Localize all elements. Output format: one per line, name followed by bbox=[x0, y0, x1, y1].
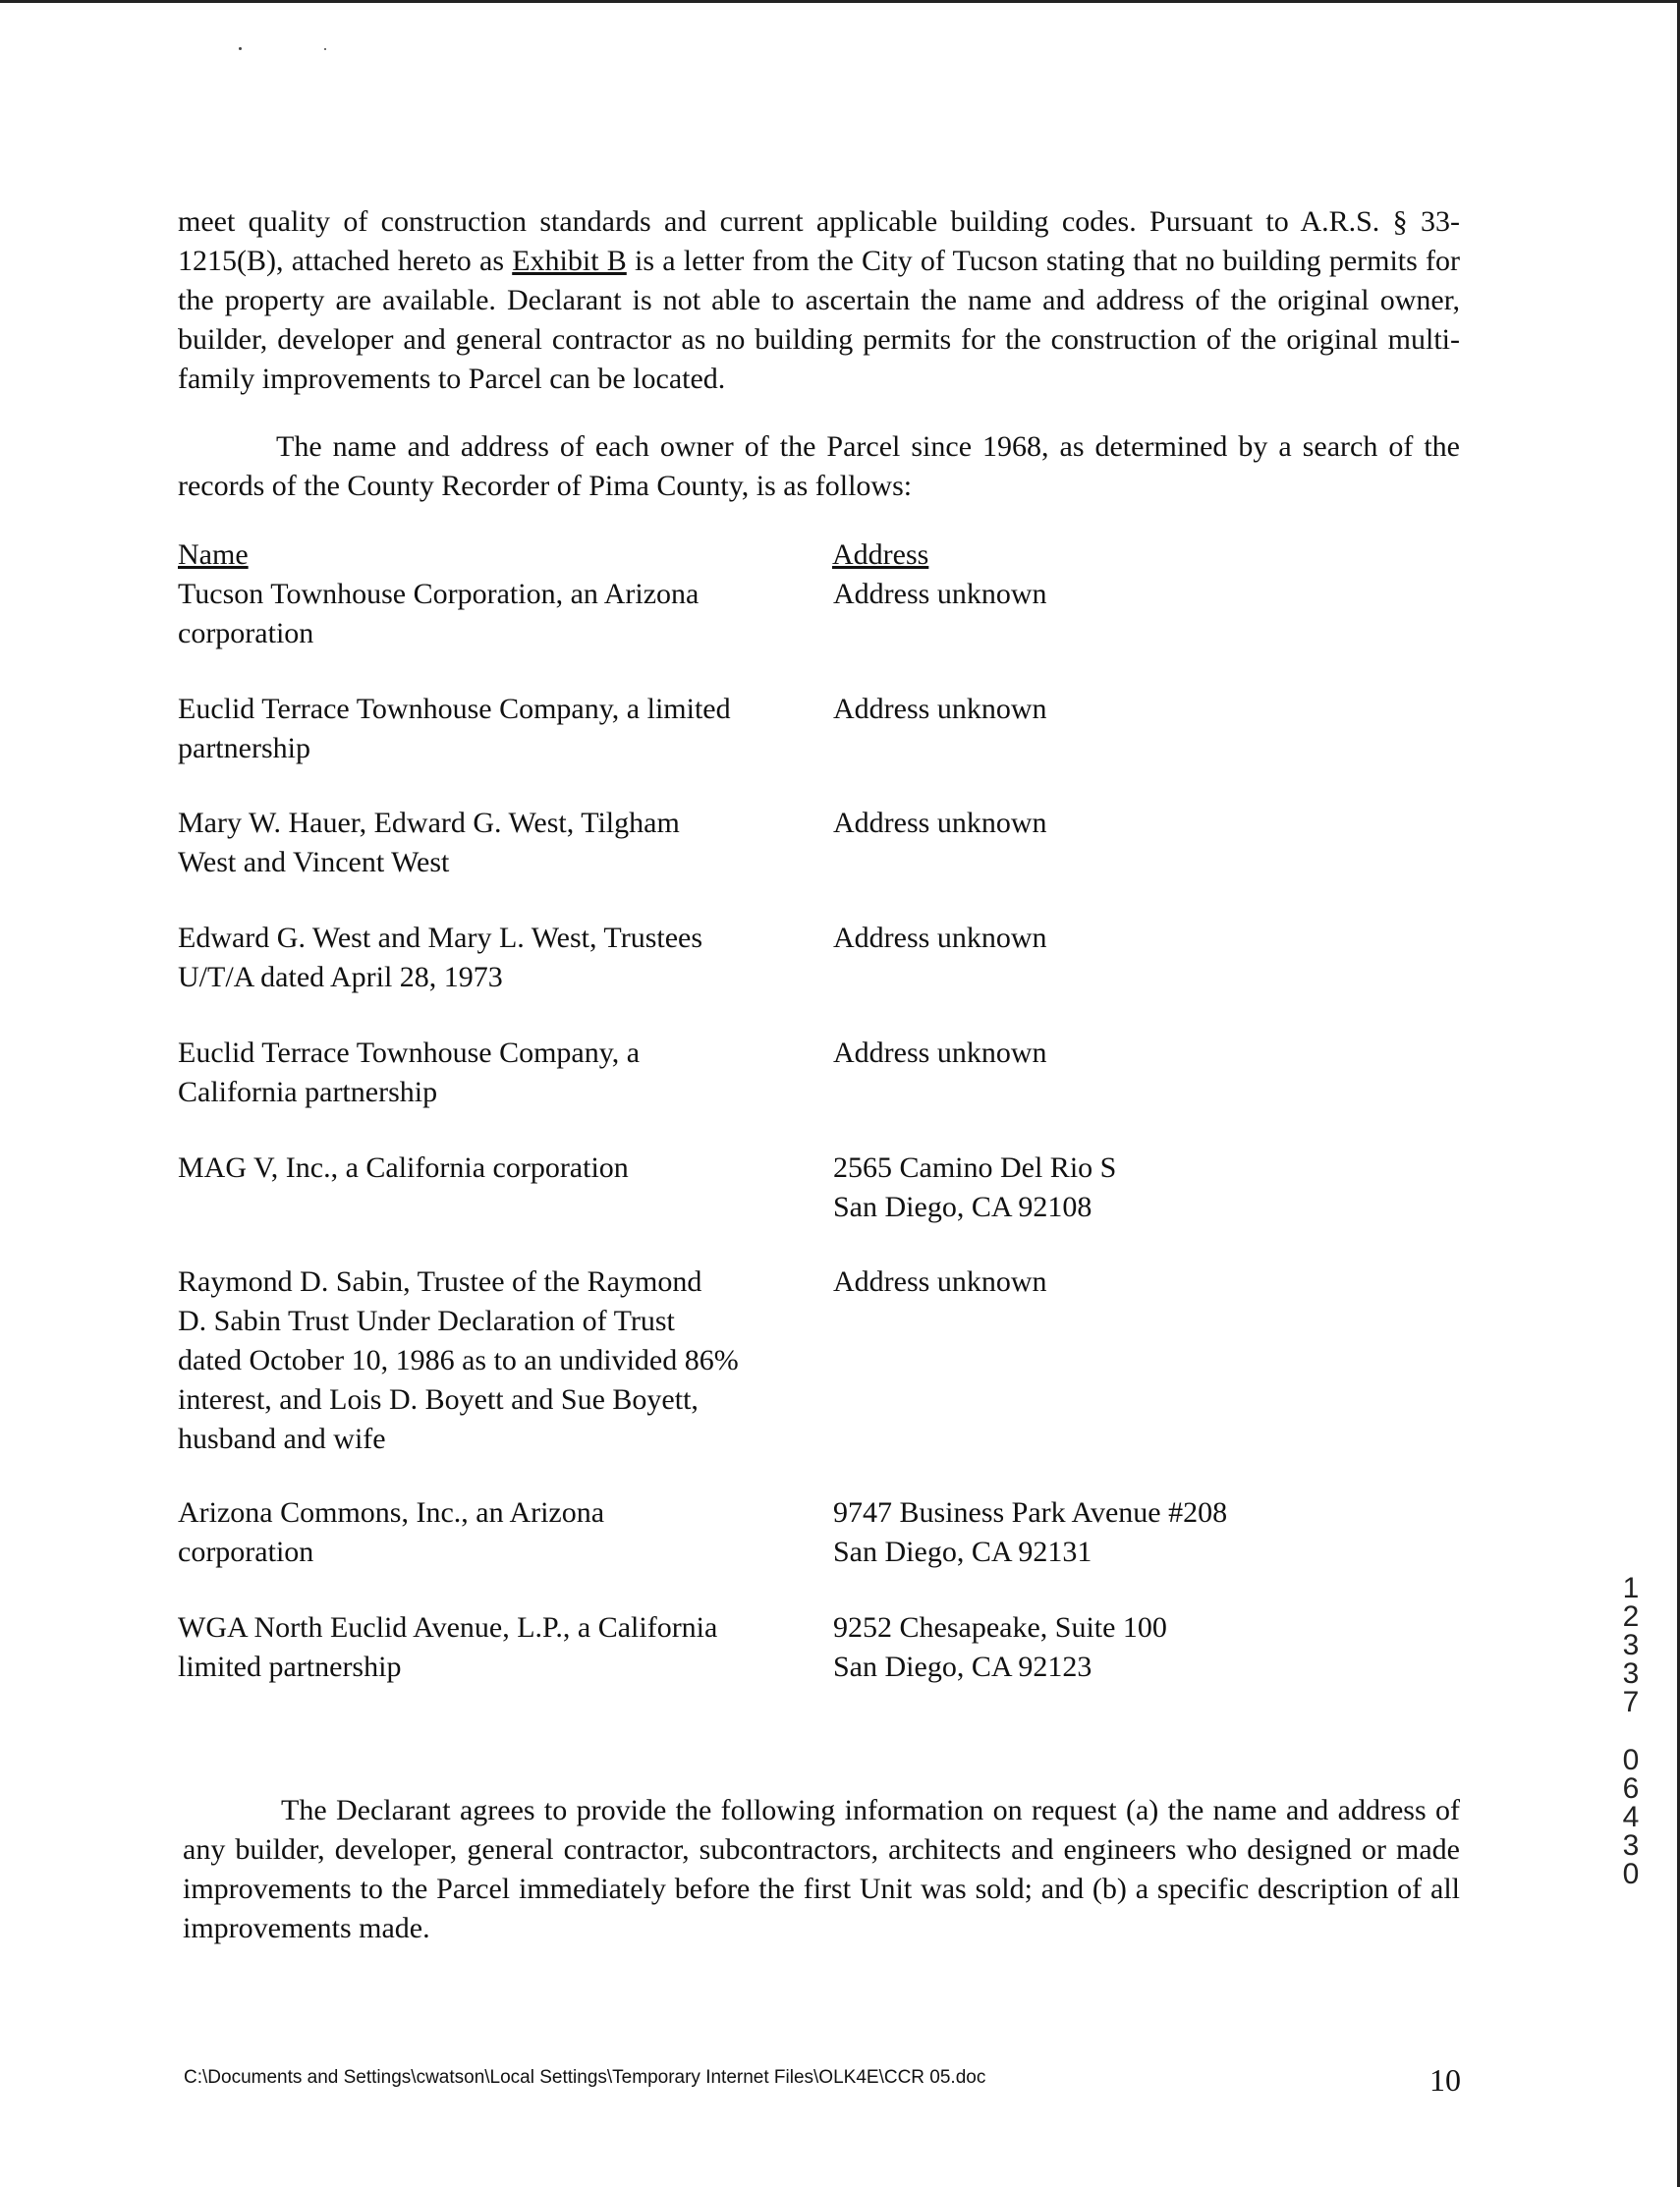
stamp-digit: 3 bbox=[1622, 1657, 1640, 1690]
address-column-header: Address bbox=[832, 538, 929, 571]
intro-text-start: meet quality of construction standards and current applicable building codes. Pursuant to A.R.S. § 33-1215(B), attached hereto as bbox=[178, 205, 1460, 277]
owner-name: Tucson Townhouse Corporation, an Arizona corporation bbox=[178, 578, 700, 649]
stamp-digit: 3 bbox=[1622, 1829, 1640, 1862]
owner-name: Arizona Commons, Inc., an Arizona corporation bbox=[178, 1496, 605, 1568]
stamp-digit: 0 bbox=[1622, 1744, 1640, 1776]
owner-name: WGA North Euclid Avenue, L.P., a California limited partnership bbox=[178, 1611, 718, 1683]
owner-address: Address unknown bbox=[833, 807, 1047, 839]
scan-speck bbox=[324, 48, 326, 50]
scan-edge-top bbox=[0, 0, 1680, 3]
owner-name: Edward G. West and Mary L. West, Trustees U/T/A dated April 28, 1973 bbox=[178, 922, 703, 993]
stamp-digit: 4 bbox=[1622, 1801, 1640, 1833]
owner-address: 9252 Chesapeake, Suite 100 San Diego, CA 92123 bbox=[833, 1611, 1167, 1683]
name-column-header: Name bbox=[178, 538, 249, 571]
scan-speck bbox=[239, 47, 242, 50]
footer-file-path: C:\Documents and Settings\cwatson\Local Settings\Temporary Internet Files\OLK4E\CCR 05.doc bbox=[184, 2067, 986, 2088]
stamp-digit: 0 bbox=[1622, 1858, 1640, 1890]
declarant-paragraph: The Declarant agrees to provide the following information on request (a) the name and address of any builder, developer, general contractor, subcontractors, architects and engineers who designed or made improvements to the Parcel immediately before the first Unit was sold; and (b) a specific description of all improvements made. bbox=[183, 1794, 1460, 1944]
owner-address: Address unknown bbox=[833, 922, 1047, 954]
intro-text-end: is a letter from the City of Tucson stating that no building permits for the property are available. Declarant is not able to ascertain the name and address of the original owner, builder, developer and general contractor as no building permits for the construction of the original multi-family improvements to Parcel can be located. bbox=[178, 245, 1460, 395]
stamp-digit: 1 bbox=[1622, 1572, 1640, 1604]
owners-intro-paragraph: The name and address of each owner of the Parcel since 1968, as determined by a search of the records of the County Recorder of Pima County, is as follows: bbox=[178, 430, 1460, 502]
stamp-digit: 6 bbox=[1622, 1772, 1640, 1805]
owner-address: Address unknown bbox=[833, 693, 1047, 725]
stamp-digit: 7 bbox=[1622, 1686, 1640, 1718]
page-number: 10 bbox=[1429, 2062, 1461, 2098]
owner-name: Raymond D. Sabin, Trustee of the Raymond D. Sabin Trust Under Declaration of Trust dated October 10, 1986 as to an undivided 86% interest, and Lois D. Boyett and Sue Boyett, husband and wife bbox=[178, 1265, 739, 1455]
intro-paragraph bbox=[178, 202, 1460, 399]
owner-address: Address unknown bbox=[833, 1265, 1047, 1298]
stamp-gap bbox=[1616, 1716, 1646, 1746]
owner-address: Address unknown bbox=[833, 1037, 1047, 1069]
owner-name: Euclid Terrace Townhouse Company, a limited partnership bbox=[178, 693, 731, 764]
recording-number-stamp bbox=[1616, 1574, 1646, 1888]
owner-name: MAG V, Inc., a California corporation bbox=[178, 1151, 629, 1184]
stamp-digit: 3 bbox=[1622, 1629, 1640, 1661]
owner-address: Address unknown bbox=[833, 578, 1047, 610]
owner-address: 9747 Business Park Avenue #208 San Diego, CA 92131 bbox=[833, 1496, 1228, 1568]
exhibit-b-reference: Exhibit B bbox=[512, 245, 627, 277]
owner-address: 2565 Camino Del Rio S San Diego, CA 92108 bbox=[833, 1151, 1117, 1223]
owner-name: Mary W. Hauer, Edward G. West, Tilgham West and Vincent West bbox=[178, 807, 680, 878]
stamp-digit: 2 bbox=[1622, 1600, 1640, 1633]
owner-name: Euclid Terrace Townhouse Company, a California partnership bbox=[178, 1037, 641, 1108]
